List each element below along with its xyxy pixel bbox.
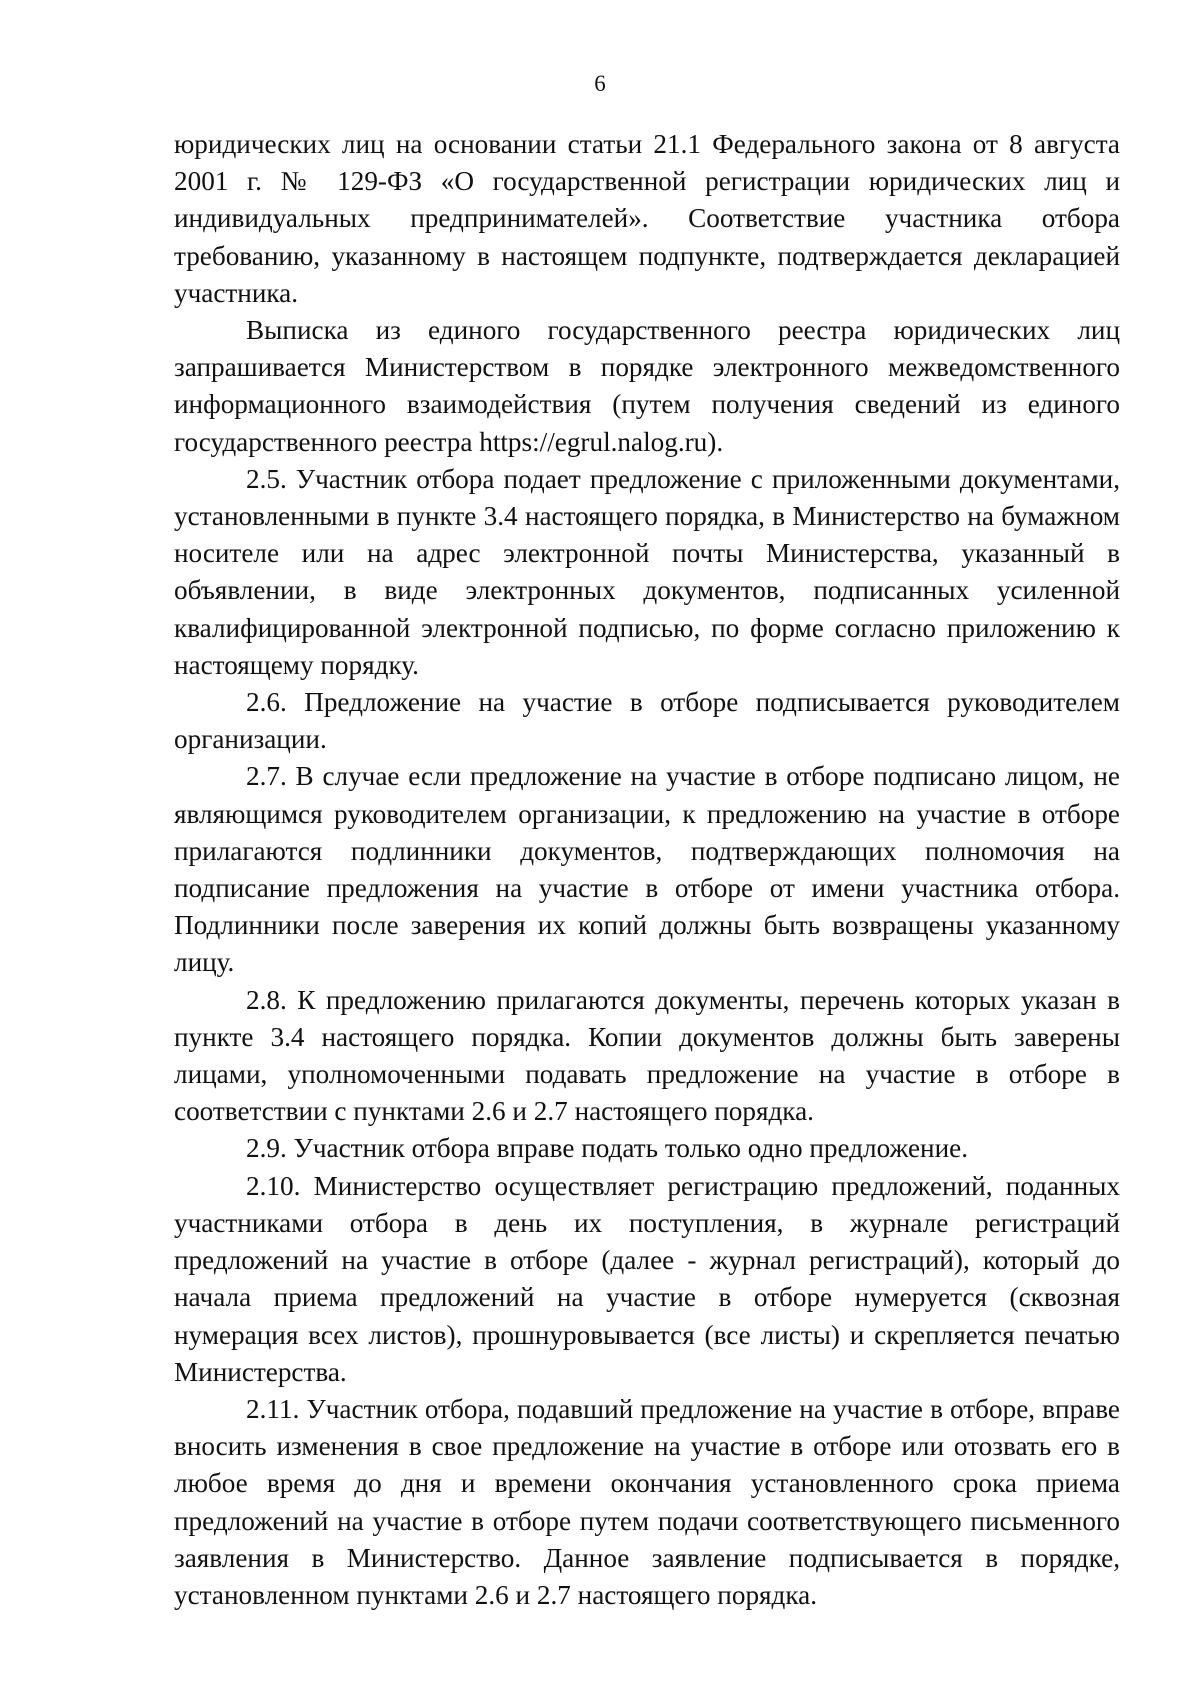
paragraph-continued: юридических лиц на основании статьи 21.1 Федерального закона от 8 августа 2001 г. № 129-ФЗ «О государственной регистрации юридических лиц и индивидуальных предпринимателей». Соответствие участника отбора требованию, указанному в настоящем подпункте, подтверждается декларацией участника. [174, 129, 1120, 308]
paragraph-2-8: 2.8. К предложению прилагаются документы, перечень которых указан в пункте 3.4 настоящего порядка. Копии документов должны быть заверены лицами, уполномоченными подавать предложение на участие в отборе в соответствии с пунктами 2.6 и 2.7 настоящего порядка. [174, 984, 1120, 1127]
page-number: 6 [594, 71, 606, 96]
paragraph-2-6: 2.6. Предложение на участие в отборе подписывается руководителем организации. [174, 687, 1120, 755]
document-body [174, 126, 1120, 1614]
paragraph-2-9: 2.9. Участник отбора вправе подать только одно предложение. [246, 1133, 968, 1164]
paragraph-2-7: 2.7. В случае если предложение на участие в отборе подписано лицом, не являющимся руководителем организации, к предложению на участие в отборе прилагаются подлинники документов, подтверждающих полномочия на подписание предложения на участие в отборе от имени участника отбора. Подлинники после заверения их копий должны быть возвращены указанному лицу. [174, 761, 1120, 978]
paragraph-2-10: 2.10. Министерство осуществляет регистрацию предложений, поданных участниками отбора в день их поступления, в журнале регистраций предложений на участие в отборе (далее - журнал регистраций), который до начала приема предложений на участие в отборе нумеруется (сквозная нумерация всех листов), прошнуровывается (все листы) и скрепляется печатью Министерства. [174, 1170, 1120, 1387]
paragraph-2-11: 2.11. Участник отбора, подавший предложение на участие в отборе, вправе вносить изменения в свое предложение на участие в отборе или отозвать его в любое время до дня и времени окончания установленного срока приема предложений на участие в отборе путем подачи соответствующего письменного заявления в Министерство. Данное заявление подписывается в порядке, установленном пунктами 2.6 и 2.7 настоящего порядка. [174, 1393, 1120, 1610]
paragraph-2-5: 2.5. Участник отбора подает предложение с приложенными документами, установленными в пункте 3.4 настоящего порядка, в Министерство на бумажном носителе или на адрес электронной почты Министерства, указанный в объявлении, в виде электронных документов, подписанных усиленной квалифицированной электронной подписью, по форме согласно приложению к настоящему порядку. [174, 463, 1120, 680]
paragraph-egrul-extract: Выписка из единого государственного реестра юридических лиц запрашивается Министерством в порядке электронного межведомственного информационного взаимодействия (путем получения сведений из единого государственного реестра https://egrul.nalog.ru). [174, 315, 1120, 457]
